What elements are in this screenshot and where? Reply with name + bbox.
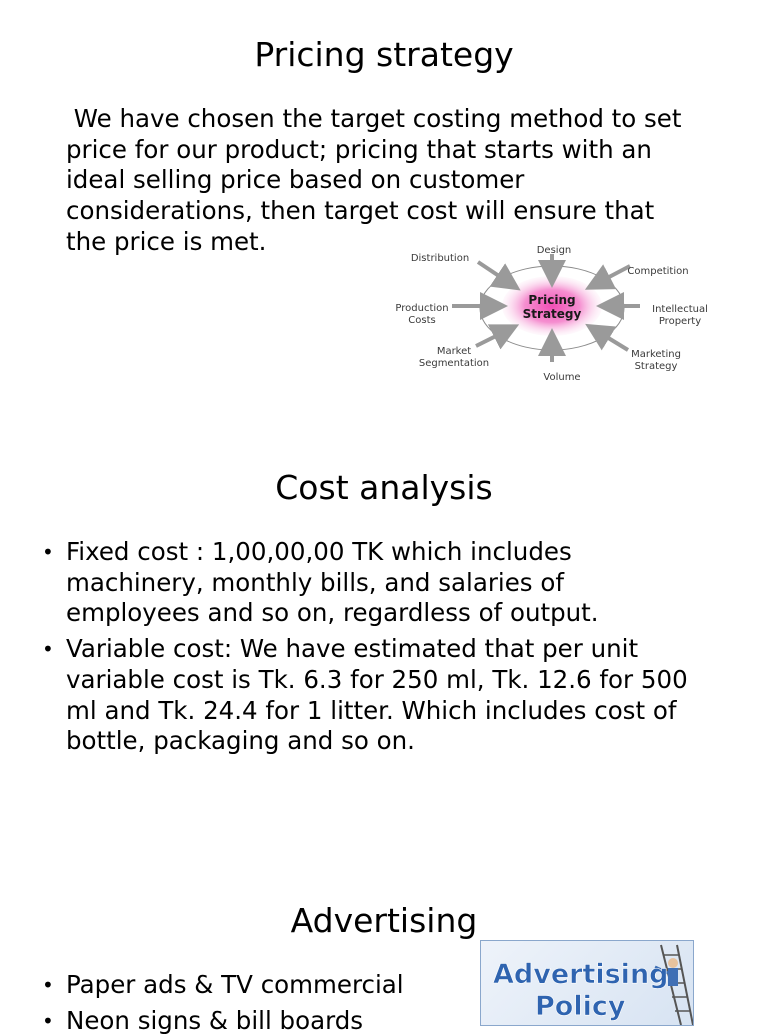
fixed-line-3: employees and so on, regardless of output.: [66, 598, 599, 628]
center-label-1: Pricing: [528, 293, 576, 307]
pricing-line-4: considerations, then target cost will ensure that: [66, 196, 655, 226]
label-volume: Volume: [543, 372, 581, 383]
image-text-1: Advertising: [493, 959, 669, 990]
image-text-2: Policy: [535, 991, 626, 1022]
label-production-2: Costs: [408, 315, 436, 326]
variable-line-3: ml and Tk. 24.4 for 1 litter. Which includes cost of: [66, 695, 677, 725]
label-intellectual-2: Property: [658, 316, 702, 327]
advertising-policy-illustration: [481, 941, 693, 1025]
label-marketing-1: Marketing: [631, 349, 681, 360]
fixed-line-2: machinery, monthly bills, and salaries of: [66, 567, 564, 597]
label-distribution: Distribution: [410, 253, 470, 264]
pricing-line-1: We have chosen the target costing method to set: [66, 104, 682, 133]
label-production-1: Production: [395, 303, 449, 314]
pricing-strategy-diagram: [392, 240, 712, 388]
pricing-line-5: the price is met.: [66, 226, 267, 256]
bullet-dot: •: [42, 1008, 54, 1033]
cost-title: Cost analysis: [275, 468, 493, 507]
pricing-title: Pricing strategy: [254, 35, 514, 74]
pricing-paragraph: [66, 104, 736, 258]
bullet-dot: •: [42, 637, 54, 662]
label-segmentation-2: Segmentation: [418, 358, 490, 369]
center-label-2: Strategy: [522, 307, 582, 321]
label-segmentation-1: Market: [436, 346, 472, 357]
painter-body-icon: [668, 968, 678, 986]
variable-line-1: Variable cost: We have estimated that per unit: [66, 634, 639, 664]
label-intellectual-1: Intellectual: [652, 304, 708, 315]
advertising-policy-image: [480, 940, 694, 1026]
cost-bullet-fixed: [0, 537, 726, 629]
pricing-line-3: ideal selling price based on customer: [66, 165, 525, 195]
label-competition: Competition: [627, 266, 689, 277]
cost-bullet-variable: [0, 634, 726, 757]
cost-bullet-list: [0, 537, 768, 757]
painter-head-icon: [668, 958, 678, 968]
bullet-dot: •: [42, 973, 54, 997]
advertising-bullet-text: Paper ads & TV commercial: [66, 970, 404, 999]
variable-line-4: bottle, packaging and so on.: [66, 726, 415, 756]
advertising-title: Advertising: [290, 901, 478, 940]
pricing-line-2: price for our product; pricing that starts with an: [66, 134, 652, 164]
label-design: Design: [536, 245, 572, 256]
label-marketing-2: Strategy: [634, 361, 678, 372]
fixed-line-1: Fixed cost : 1,00,00,00 TK which includes: [66, 537, 572, 566]
variable-line-2: variable cost is Tk. 6.3 for 250 ml, Tk. 12.6 for 500: [66, 664, 688, 694]
advertising-bullet-text: Neon signs & bill boards: [66, 1005, 364, 1035]
bullet-dot: •: [42, 540, 54, 564]
